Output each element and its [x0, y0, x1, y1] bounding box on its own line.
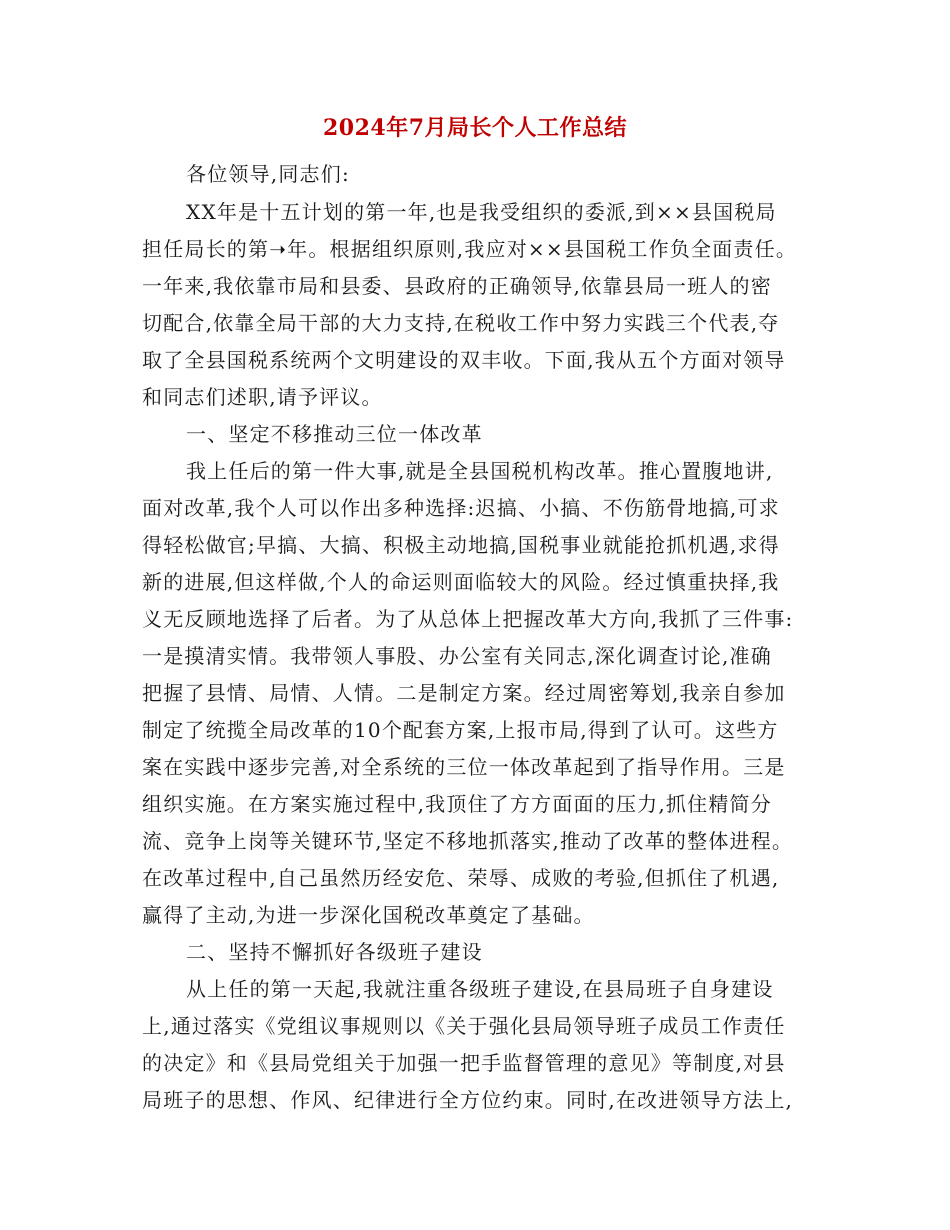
paragraph-line: XX年是十五计划的第一年,也是我受组织的委派,到××县国税局 — [186, 200, 777, 224]
paragraph-line: 赢得了主动,为进一步深化国税改革奠定了基础。 — [142, 903, 595, 927]
paragraph-line: 各位领导,同志们: — [186, 162, 350, 186]
section-heading: 二、坚持不懈抓好各级班子建设 — [186, 940, 483, 964]
paragraph-line: 局班子的思想、作风、纪律进行全方位约束。同时,在改进领导方法上, — [142, 1088, 794, 1112]
paragraph-line: 上,通过落实《党组议事规则以《关于强化县局领导班子成员工作责任 — [142, 1014, 786, 1038]
paragraph-line: 一是摸清实情。我带领人事股、办公室有关同志,深化调查讨论,准确 — [142, 644, 772, 668]
paragraph-line: 面对改革,我个人可以作出多种选择:迟搞、小搞、不伤筋骨地搞,可求 — [142, 496, 780, 520]
paragraph-line: 得轻松做官;早搞、大搞、积极主动地搞,国税事业就能抢抓机遇,求得 — [142, 533, 780, 557]
paragraph-line: 的决定》和《县局党组关于加强一把手监督管理的意见》等制度,对县 — [142, 1051, 786, 1075]
page-title: 2024年7月局长个人工作总结 — [322, 115, 628, 141]
paragraph-line: 把握了县情、局情、人情。二是制定方案。经过周密筹划,我亲自参加 — [142, 681, 786, 705]
paragraph-line: 取了全县国税系统两个文明建设的双丰收。下面,我从五个方面对领导 — [142, 348, 786, 372]
paragraph-line: 切配合,依靠全局干部的大力支持,在税收工作中努力实践三个代表,夺 — [142, 311, 780, 335]
paragraph-line: 新的进展,但这样做,个人的命运则面临较大的风险。经过慎重抉择,我 — [142, 570, 780, 594]
paragraph-line: 组织实施。在方案实施过程中,我顶住了方方面面的压力,抓住精简分 — [142, 792, 772, 816]
paragraph-line: 流、竞争上岗等关键环节,坚定不移地抓落实,推动了改革的整体进程。 — [142, 829, 794, 853]
paragraph-line: 制定了统揽全局改革的10个配套方案,上报市局,得到了认可。这些方 — [142, 718, 779, 742]
paragraph-line: 担任局长的第➝年。根据组织原则,我应对××县国税工作负全面责任。 — [142, 237, 798, 261]
paragraph-line: 和同志们述职,请予评议。 — [142, 385, 383, 409]
paragraph-line: 义无反顾地选择了后者。为了从总体上把握改革大方向,我抓了三件事: — [142, 607, 794, 631]
paragraph-line: 我上任后的第一件大事,就是全县国税机构改革。推心置腹地讲, — [186, 459, 774, 483]
section-heading: 一、坚定不移推动三位一体改革 — [186, 422, 483, 446]
paragraph-line: 在改革过程中,自己虽然历经安危、荣辱、成败的考验,但抓住了机遇, — [142, 866, 780, 890]
paragraph-line: 一年来,我依靠市局和县委、县政府的正确领导,依靠县局一班人的密 — [142, 274, 772, 298]
paragraph-line: 案在实践中逐步完善,对全系统的三位一体改革起到了指导作用。三是 — [142, 755, 786, 779]
paragraph-line: 从上任的第一天起,我就注重各级班子建设,在县局班子自身建设 — [186, 977, 774, 1001]
